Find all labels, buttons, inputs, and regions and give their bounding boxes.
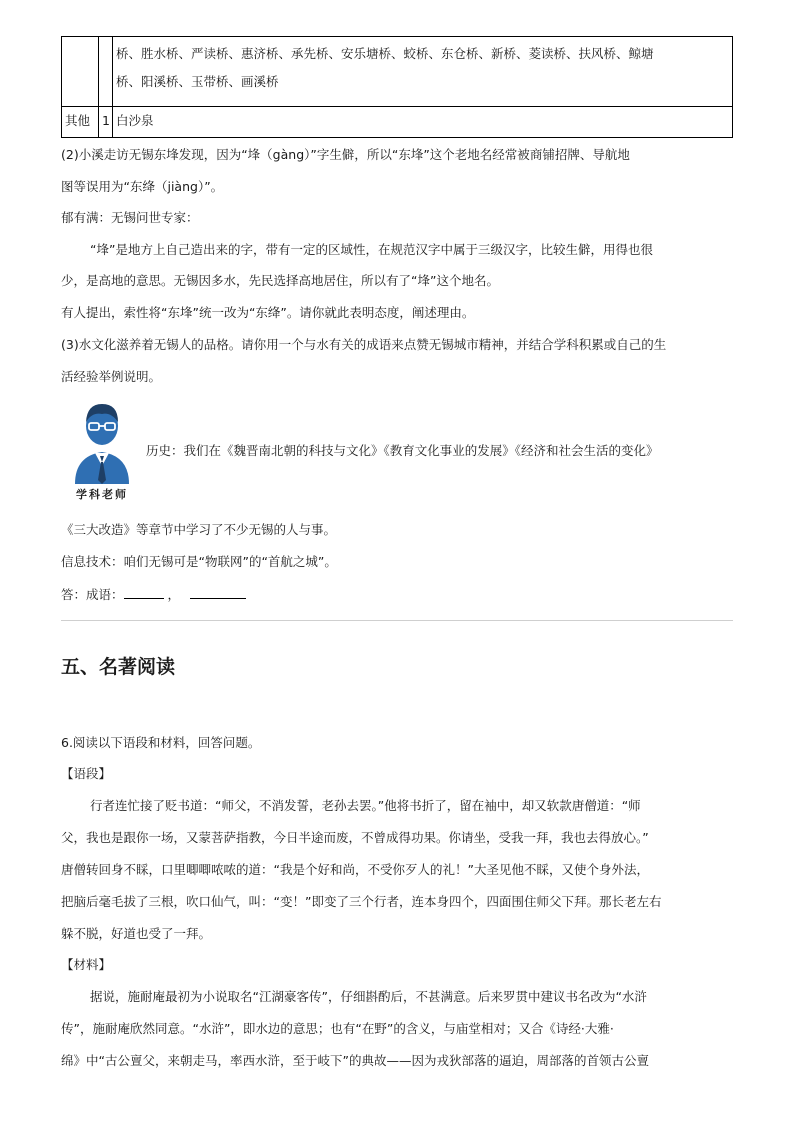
material-line-2: 传”，施耐庵欣然同意。“水浒”，即水边的意思；也有“在野”的含义，与庙堂相对；又合《诗经·大雅·	[61, 1021, 614, 1036]
passage-tag: 【语段】	[61, 766, 112, 781]
q2-line-2: 图等误用为“东绛（jiàng）”。	[61, 179, 224, 194]
material-line-3: 绵》中“古公亶父，来朝走马，率西水浒，至于岐下”的典故——因为戎狄部落的逼迫，周部落的首领古公亶	[61, 1053, 649, 1068]
history-line: 历史：我们在《魏晋南北朝的科技与文化》《教育文化事业的发展》《经济和社会生活的变化》	[146, 443, 659, 458]
answer-line	[61, 584, 733, 605]
teacher-icon	[61, 390, 143, 486]
bridges-line-1: 桥、胜水桥、严读桥、惠济桥、承先桥、安乐塘桥、蛟桥、东仓桥、新桥、菱读桥、扶风桥、鲸塘	[116, 46, 654, 61]
bridges-table	[61, 36, 733, 138]
material-line-1: 据说，施耐庵最初为小说取名“江湖豪客传”，仔细斟酌后，不甚满意。后来罗贯中建议书名改为“水浒	[90, 989, 647, 1004]
material-tag: 【材料】	[61, 957, 112, 972]
section-title: 五、名著阅读	[61, 656, 176, 678]
table-cell-bridges	[113, 37, 733, 107]
idiom-blank-2[interactable]	[190, 584, 246, 599]
passage-line-3: 唐僧转回身不睬，口里唧唧哝哝的道：“我是个好和尚，不受你歹人的礼！”大圣见他不睬，又使个身外法，	[61, 862, 649, 877]
q3-line-2: 活经验举例说明。	[61, 369, 162, 384]
passage-line-4: 把脑后毫毛拔了三根，吹口仙气，叫：“变！”即变了三个行者，连本身四个，四面围住师父下拜。那长老左右	[61, 894, 662, 909]
passage-line-1: 行者连忙接了贬书道：“师父，不消发誓，老孙去罢。”他将书折了，留在袖中，却又软款唐僧道：“师	[90, 798, 641, 813]
bridges-line-2: 桥、阳溪桥、玉带桥、画溪桥	[116, 74, 279, 89]
teacher-caption: 学科老师	[76, 488, 128, 501]
answer-prefix: 答：成语：	[61, 587, 124, 602]
table-cell-empty	[99, 37, 113, 107]
table-cell-empty	[62, 37, 99, 107]
passage-line-5: 躲不脱，好道也受了一拜。	[61, 926, 212, 941]
q2-question: 有人提出，索性将“东埄”统一改为“东绛”。请你就此表明态度，阐述理由。	[61, 305, 475, 320]
q2-line-1: (2)小溪走访无锡东埄发现，因为“埄（gàng）”字生僻，所以“东埄”这个老地名经常被商铺招牌、导航地	[61, 147, 630, 162]
it-line: 信息技术：咱们无锡可是“物联网”的“首航之城”。	[61, 554, 337, 569]
section-divider	[61, 620, 733, 621]
q2-quote-line-2: 少，是高地的意思。无锡因多水，先民选择高地居住，所以有了“埄”这个地名。	[61, 273, 499, 288]
teacher-avatar	[61, 390, 143, 512]
table-row	[62, 37, 733, 107]
answer-separator: ，	[167, 587, 181, 602]
table-cell-items: 白沙泉	[113, 107, 733, 138]
table-cell-category: 其他	[62, 107, 99, 138]
table-row	[62, 107, 733, 138]
q3-line-1: (3)水文化滋养着无锡人的品格。请你用一个与水有关的成语来点赞无锡城市精神，并结合学科积累或自己的生	[61, 337, 667, 352]
passage-line-2: 父，我也是跟你一场，又蒙菩萨指教，今日半途而废，不曾成得功果。你请坐，受我一拜，我也去得放心。”	[61, 830, 649, 845]
q2-quote-line-1: “埄”是地方上自己造出来的字，带有一定的区域性，在规范汉字中属于三级汉字，比较生僻，用得也很	[90, 242, 653, 257]
q6-intro: 6.阅读以下语段和材料，回答问题。	[61, 735, 261, 750]
q2-line-3: 郁有满：无锡问世专家：	[61, 210, 199, 225]
history-line-2: 《三大改造》等章节中学习了不少无锡的人与事。	[61, 522, 337, 537]
table-cell-count: 1	[99, 107, 113, 138]
idiom-blank-1[interactable]	[124, 584, 164, 599]
